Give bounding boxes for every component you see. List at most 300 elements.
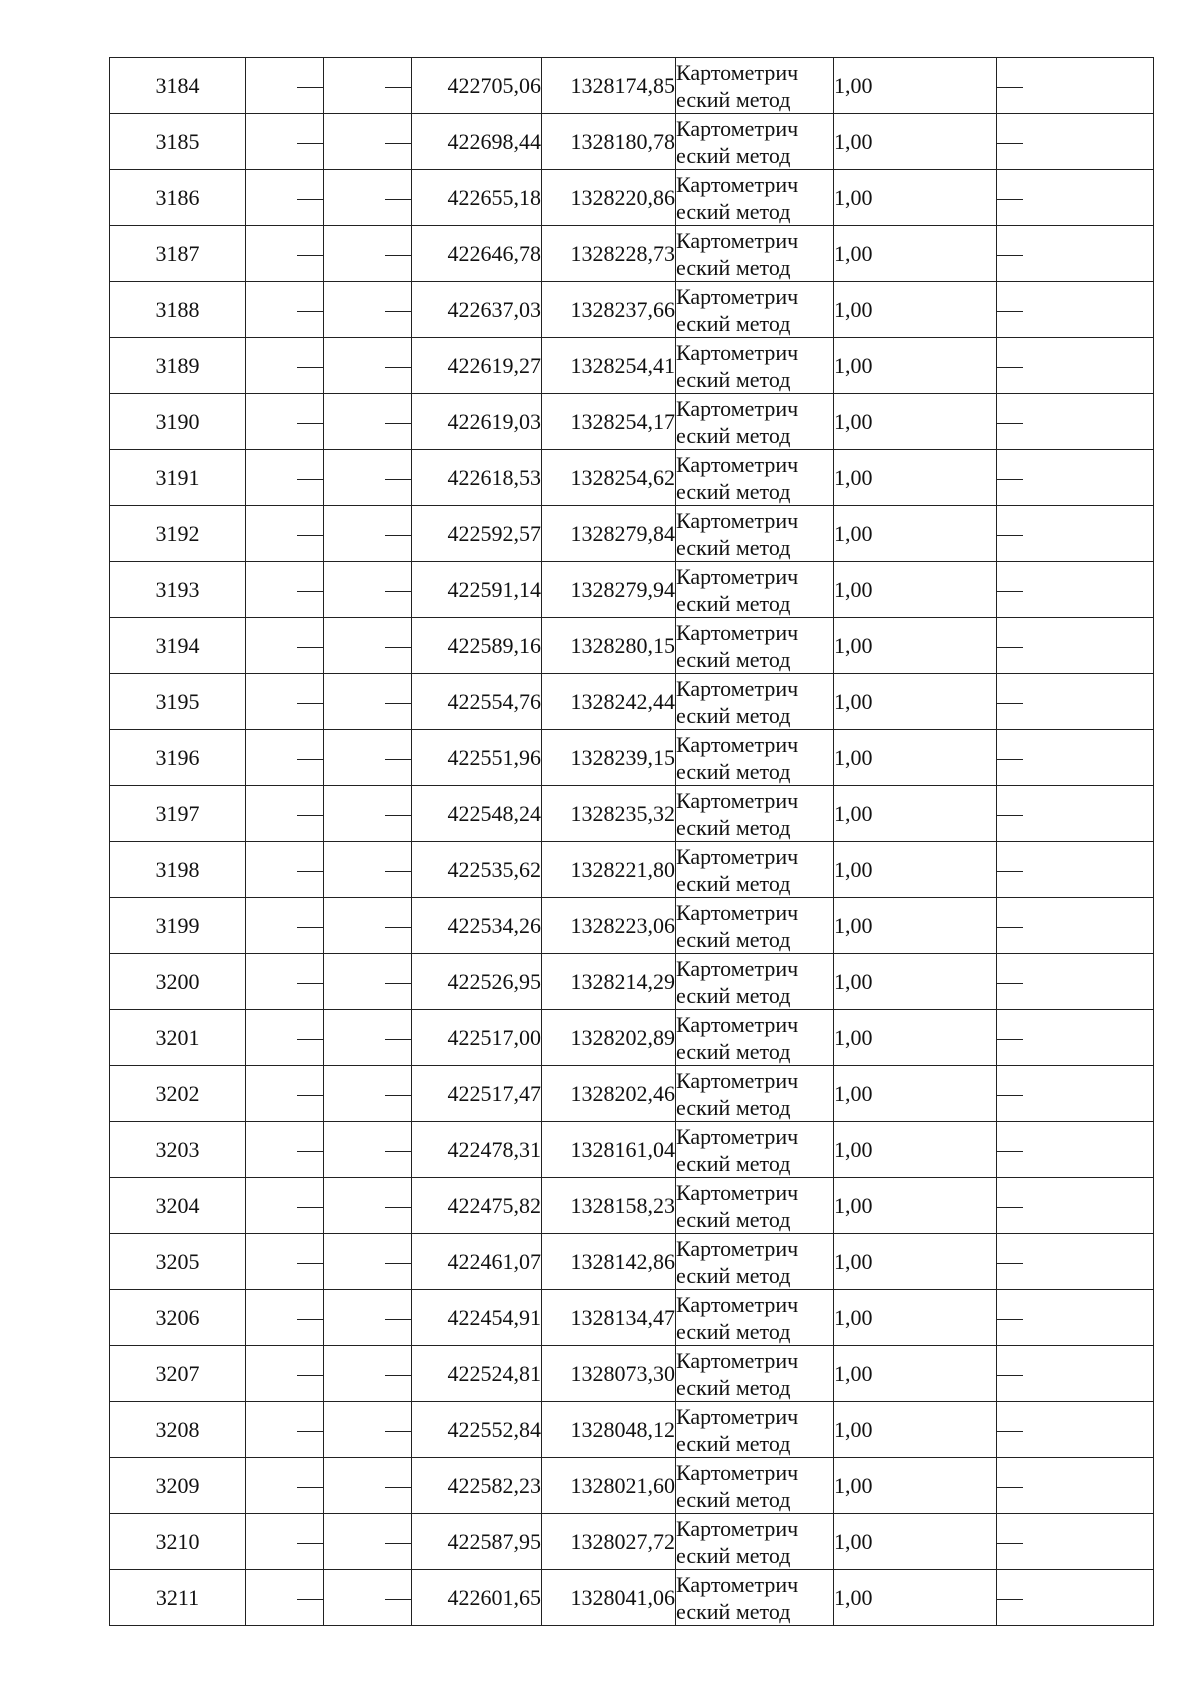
dash-mark — [385, 311, 411, 312]
dash-mark — [997, 255, 1023, 256]
method-text-line1: Картометрич — [676, 1179, 799, 1205]
method-text-line1: Картометрич — [676, 59, 799, 85]
dash-mark — [297, 591, 323, 592]
y-coordinate-cell: 1328280,15 — [542, 618, 676, 674]
accuracy-cell: 1,00 — [834, 730, 997, 786]
x-coordinate-cell: 422461,07 — [412, 1234, 542, 1290]
dash-mark — [997, 759, 1023, 760]
method-text-line1: Картометрич — [676, 563, 799, 589]
old-x-cell — [246, 842, 324, 898]
dash-mark — [997, 1431, 1023, 1432]
point-number-cell: 3207 — [110, 1346, 246, 1402]
point-number-cell: 3202 — [110, 1066, 246, 1122]
dash-mark — [997, 1095, 1023, 1096]
description-cell — [997, 842, 1154, 898]
table-row — [110, 506, 1154, 562]
dash-mark — [997, 311, 1023, 312]
y-coordinate-cell: 1328279,84 — [542, 506, 676, 562]
point-number-cell: 3194 — [110, 618, 246, 674]
method-cell — [676, 1010, 834, 1066]
description-cell — [997, 1290, 1154, 1346]
y-coordinate-cell: 1328223,06 — [542, 898, 676, 954]
method-text-line1: Картометрич — [676, 171, 799, 197]
description-cell — [997, 1066, 1154, 1122]
point-number-cell: 3197 — [110, 786, 246, 842]
dash-mark — [997, 591, 1023, 592]
x-coordinate-cell: 422619,27 — [412, 338, 542, 394]
old-x-cell — [246, 226, 324, 282]
point-number-cell: 3191 — [110, 450, 246, 506]
method-cell — [676, 58, 834, 114]
description-cell — [997, 618, 1154, 674]
method-text-line2: еский метод — [676, 86, 791, 112]
table-row — [110, 1122, 1154, 1178]
dash-mark — [297, 871, 323, 872]
method-text-line2: еский метод — [676, 1206, 791, 1232]
method-cell — [676, 1570, 834, 1626]
table-row — [110, 1458, 1154, 1514]
method-cell — [676, 394, 834, 450]
y-coordinate-cell: 1328237,66 — [542, 282, 676, 338]
old-y-cell — [324, 1010, 412, 1066]
method-text-line1: Картометрич — [676, 227, 799, 253]
method-text-line2: еский метод — [676, 366, 791, 392]
dash-mark — [297, 255, 323, 256]
old-y-cell — [324, 394, 412, 450]
method-cell — [676, 114, 834, 170]
point-number-cell: 3192 — [110, 506, 246, 562]
y-coordinate-cell: 1328041,06 — [542, 1570, 676, 1626]
dash-mark — [297, 1263, 323, 1264]
old-y-cell — [324, 618, 412, 674]
description-cell — [997, 786, 1154, 842]
table-row — [110, 114, 1154, 170]
method-text-line1: Картометрич — [676, 1459, 799, 1485]
old-y-cell — [324, 282, 412, 338]
y-coordinate-cell: 1328073,30 — [542, 1346, 676, 1402]
point-number-cell: 3205 — [110, 1234, 246, 1290]
point-number-cell: 3188 — [110, 282, 246, 338]
old-y-cell — [324, 226, 412, 282]
dash-mark — [385, 255, 411, 256]
old-y-cell — [324, 1290, 412, 1346]
x-coordinate-cell: 422637,03 — [412, 282, 542, 338]
y-coordinate-cell: 1328180,78 — [542, 114, 676, 170]
old-y-cell — [324, 170, 412, 226]
x-coordinate-cell: 422551,96 — [412, 730, 542, 786]
method-cell — [676, 226, 834, 282]
accuracy-cell: 1,00 — [834, 618, 997, 674]
method-text-line2: еский метод — [676, 1430, 791, 1456]
method-text-line2: еский метод — [676, 1094, 791, 1120]
x-coordinate-cell: 422655,18 — [412, 170, 542, 226]
method-cell — [676, 1178, 834, 1234]
accuracy-cell: 1,00 — [834, 562, 997, 618]
dash-mark — [997, 927, 1023, 928]
method-text-line2: еский метод — [676, 1150, 791, 1176]
method-text-line1: Картометрич — [676, 731, 799, 757]
dash-mark — [297, 87, 323, 88]
dash-mark — [297, 367, 323, 368]
old-x-cell — [246, 450, 324, 506]
method-cell — [676, 1514, 834, 1570]
table-body — [110, 58, 1154, 1626]
old-x-cell — [246, 898, 324, 954]
dash-mark — [385, 759, 411, 760]
method-cell — [676, 1346, 834, 1402]
method-cell — [676, 450, 834, 506]
x-coordinate-cell: 422646,78 — [412, 226, 542, 282]
method-text-line2: еский метод — [676, 478, 791, 504]
dash-mark — [997, 1263, 1023, 1264]
method-text-line1: Картометрич — [676, 1347, 799, 1373]
x-coordinate-cell: 422475,82 — [412, 1178, 542, 1234]
dash-mark — [385, 1319, 411, 1320]
accuracy-cell: 1,00 — [834, 1458, 997, 1514]
old-x-cell — [246, 394, 324, 450]
method-text-line1: Картометрич — [676, 675, 799, 701]
dash-mark — [997, 871, 1023, 872]
dash-mark — [385, 1207, 411, 1208]
method-cell — [676, 786, 834, 842]
method-text-line2: еский метод — [676, 534, 791, 560]
dash-mark — [385, 1263, 411, 1264]
old-x-cell — [246, 58, 324, 114]
table-row — [110, 618, 1154, 674]
method-text-line2: еский метод — [676, 646, 791, 672]
y-coordinate-cell: 1328228,73 — [542, 226, 676, 282]
dash-mark — [297, 1375, 323, 1376]
method-text-line1: Картометрич — [676, 1403, 799, 1429]
old-x-cell — [246, 1066, 324, 1122]
method-text-line1: Картометрич — [676, 1515, 799, 1541]
table-row — [110, 954, 1154, 1010]
method-cell — [676, 1402, 834, 1458]
method-text-line1: Картометрич — [676, 619, 799, 645]
description-cell — [997, 674, 1154, 730]
accuracy-cell: 1,00 — [834, 1010, 997, 1066]
old-x-cell — [246, 1514, 324, 1570]
method-text-line2: еский метод — [676, 1038, 791, 1064]
y-coordinate-cell: 1328161,04 — [542, 1122, 676, 1178]
point-number-cell: 3211 — [110, 1570, 246, 1626]
method-text-line1: Картометрич — [676, 451, 799, 477]
method-text-line2: еский метод — [676, 702, 791, 728]
x-coordinate-cell: 422526,95 — [412, 954, 542, 1010]
old-y-cell — [324, 1514, 412, 1570]
table-row — [110, 562, 1154, 618]
accuracy-cell: 1,00 — [834, 338, 997, 394]
accuracy-cell: 1,00 — [834, 114, 997, 170]
table-row — [110, 1402, 1154, 1458]
method-cell — [676, 1290, 834, 1346]
dash-mark — [997, 479, 1023, 480]
accuracy-cell: 1,00 — [834, 1402, 997, 1458]
dash-mark — [297, 1319, 323, 1320]
x-coordinate-cell: 422548,24 — [412, 786, 542, 842]
method-text-line1: Картометрич — [676, 1067, 799, 1093]
dash-mark — [385, 871, 411, 872]
x-coordinate-cell: 422601,65 — [412, 1570, 542, 1626]
method-text-line1: Картометрич — [676, 899, 799, 925]
dash-mark — [385, 703, 411, 704]
method-text-line1: Картометрич — [676, 787, 799, 813]
old-x-cell — [246, 1290, 324, 1346]
y-coordinate-cell: 1328048,12 — [542, 1402, 676, 1458]
method-text-line1: Картометрич — [676, 115, 799, 141]
dash-mark — [385, 647, 411, 648]
method-text-line1: Картометрич — [676, 843, 799, 869]
dash-mark — [385, 983, 411, 984]
accuracy-cell: 1,00 — [834, 450, 997, 506]
accuracy-cell: 1,00 — [834, 674, 997, 730]
y-coordinate-cell: 1328021,60 — [542, 1458, 676, 1514]
accuracy-cell: 1,00 — [834, 170, 997, 226]
dash-mark — [385, 199, 411, 200]
description-cell — [997, 506, 1154, 562]
x-coordinate-cell: 422554,76 — [412, 674, 542, 730]
y-coordinate-cell: 1328242,44 — [542, 674, 676, 730]
method-text-line1: Картометрич — [676, 1571, 799, 1597]
old-x-cell — [246, 730, 324, 786]
old-y-cell — [324, 842, 412, 898]
point-number-cell: 3204 — [110, 1178, 246, 1234]
point-number-cell: 3200 — [110, 954, 246, 1010]
dash-mark — [297, 927, 323, 928]
description-cell — [997, 730, 1154, 786]
old-y-cell — [324, 1122, 412, 1178]
point-number-cell: 3193 — [110, 562, 246, 618]
old-x-cell — [246, 338, 324, 394]
description-cell — [997, 1402, 1154, 1458]
method-text-line2: еский метод — [676, 198, 791, 224]
accuracy-cell: 1,00 — [834, 282, 997, 338]
method-cell — [676, 842, 834, 898]
method-text-line2: еский метод — [676, 1374, 791, 1400]
dash-mark — [297, 143, 323, 144]
description-cell — [997, 1234, 1154, 1290]
accuracy-cell: 1,00 — [834, 1346, 997, 1402]
dash-mark — [297, 759, 323, 760]
table-row — [110, 226, 1154, 282]
description-cell — [997, 1514, 1154, 1570]
table-row — [110, 394, 1154, 450]
old-y-cell — [324, 450, 412, 506]
accuracy-cell: 1,00 — [834, 954, 997, 1010]
table-row — [110, 338, 1154, 394]
dash-mark — [385, 423, 411, 424]
dash-mark — [297, 1207, 323, 1208]
point-number-cell: 3189 — [110, 338, 246, 394]
old-y-cell — [324, 1346, 412, 1402]
method-cell — [676, 730, 834, 786]
method-text-line2: еский метод — [676, 1486, 791, 1512]
method-text-line2: еский метод — [676, 254, 791, 280]
point-number-cell: 3206 — [110, 1290, 246, 1346]
x-coordinate-cell: 422698,44 — [412, 114, 542, 170]
accuracy-cell: 1,00 — [834, 786, 997, 842]
method-cell — [676, 506, 834, 562]
accuracy-cell: 1,00 — [834, 1178, 997, 1234]
old-x-cell — [246, 506, 324, 562]
accuracy-cell: 1,00 — [834, 1514, 997, 1570]
dash-mark — [297, 1431, 323, 1432]
accuracy-cell: 1,00 — [834, 1066, 997, 1122]
accuracy-cell: 1,00 — [834, 1290, 997, 1346]
dash-mark — [997, 1487, 1023, 1488]
dash-mark — [385, 1543, 411, 1544]
old-y-cell — [324, 562, 412, 618]
y-coordinate-cell: 1328134,47 — [542, 1290, 676, 1346]
x-coordinate-cell: 422592,57 — [412, 506, 542, 562]
old-y-cell — [324, 1178, 412, 1234]
dash-mark — [385, 1039, 411, 1040]
method-text-line2: еский метод — [676, 1262, 791, 1288]
dash-mark — [385, 927, 411, 928]
point-number-cell: 3198 — [110, 842, 246, 898]
old-x-cell — [246, 1010, 324, 1066]
point-number-cell: 3201 — [110, 1010, 246, 1066]
point-number-cell: 3185 — [110, 114, 246, 170]
dash-mark — [385, 143, 411, 144]
old-y-cell — [324, 786, 412, 842]
y-coordinate-cell: 1328221,80 — [542, 842, 676, 898]
x-coordinate-cell: 422589,16 — [412, 618, 542, 674]
table-row — [110, 842, 1154, 898]
dash-mark — [997, 367, 1023, 368]
dash-mark — [297, 199, 323, 200]
description-cell — [997, 1010, 1154, 1066]
dash-mark — [385, 1375, 411, 1376]
point-number-cell: 3199 — [110, 898, 246, 954]
method-cell — [676, 674, 834, 730]
old-x-cell — [246, 786, 324, 842]
old-x-cell — [246, 954, 324, 1010]
dash-mark — [997, 815, 1023, 816]
table-row — [110, 170, 1154, 226]
description-cell — [997, 338, 1154, 394]
old-y-cell — [324, 674, 412, 730]
dash-mark — [297, 479, 323, 480]
method-text-line2: еский метод — [676, 590, 791, 616]
x-coordinate-cell: 422587,95 — [412, 1514, 542, 1570]
point-number-cell: 3203 — [110, 1122, 246, 1178]
table-row — [110, 58, 1154, 114]
description-cell — [997, 898, 1154, 954]
method-cell — [676, 338, 834, 394]
x-coordinate-cell: 422517,00 — [412, 1010, 542, 1066]
old-y-cell — [324, 506, 412, 562]
method-cell — [676, 282, 834, 338]
old-x-cell — [246, 1458, 324, 1514]
description-cell — [997, 226, 1154, 282]
dash-mark — [297, 703, 323, 704]
point-number-cell: 3210 — [110, 1514, 246, 1570]
y-coordinate-cell: 1328214,29 — [542, 954, 676, 1010]
description-cell — [997, 450, 1154, 506]
x-coordinate-cell: 422534,26 — [412, 898, 542, 954]
old-x-cell — [246, 562, 324, 618]
accuracy-cell: 1,00 — [834, 1570, 997, 1626]
description-cell — [997, 170, 1154, 226]
method-text-line2: еский метод — [676, 1318, 791, 1344]
description-cell — [997, 1570, 1154, 1626]
dash-mark — [997, 1039, 1023, 1040]
method-cell — [676, 1066, 834, 1122]
x-coordinate-cell: 422535,62 — [412, 842, 542, 898]
old-y-cell — [324, 1402, 412, 1458]
description-cell — [997, 114, 1154, 170]
dash-mark — [385, 591, 411, 592]
method-text-line2: еский метод — [676, 870, 791, 896]
table-row — [110, 1178, 1154, 1234]
dash-mark — [997, 87, 1023, 88]
point-number-cell: 3209 — [110, 1458, 246, 1514]
method-cell — [676, 170, 834, 226]
dash-mark — [385, 1095, 411, 1096]
old-y-cell — [324, 1234, 412, 1290]
table-row — [110, 1010, 1154, 1066]
accuracy-cell: 1,00 — [834, 898, 997, 954]
table-row — [110, 898, 1154, 954]
method-text-line2: еский метод — [676, 982, 791, 1008]
description-cell — [997, 562, 1154, 618]
dash-mark — [997, 1599, 1023, 1600]
method-text-line2: еский метод — [676, 1598, 791, 1624]
dash-mark — [997, 143, 1023, 144]
description-cell — [997, 1458, 1154, 1514]
dash-mark — [997, 1319, 1023, 1320]
dash-mark — [385, 1431, 411, 1432]
point-number-cell: 3196 — [110, 730, 246, 786]
table-row — [110, 674, 1154, 730]
old-y-cell — [324, 730, 412, 786]
method-text-line2: еский метод — [676, 1542, 791, 1568]
dash-mark — [385, 815, 411, 816]
old-x-cell — [246, 1402, 324, 1458]
dash-mark — [297, 311, 323, 312]
method-cell — [676, 1122, 834, 1178]
dash-mark — [385, 479, 411, 480]
description-cell — [997, 282, 1154, 338]
y-coordinate-cell: 1328202,89 — [542, 1010, 676, 1066]
dash-mark — [385, 535, 411, 536]
table-row — [110, 282, 1154, 338]
x-coordinate-cell: 422591,14 — [412, 562, 542, 618]
old-x-cell — [246, 1234, 324, 1290]
method-cell — [676, 618, 834, 674]
accuracy-cell: 1,00 — [834, 842, 997, 898]
dash-mark — [997, 423, 1023, 424]
x-coordinate-cell: 422705,06 — [412, 58, 542, 114]
y-coordinate-cell: 1328220,86 — [542, 170, 676, 226]
x-coordinate-cell: 422478,31 — [412, 1122, 542, 1178]
method-text-line1: Картометрич — [676, 507, 799, 533]
dash-mark — [385, 1151, 411, 1152]
dash-mark — [385, 87, 411, 88]
y-coordinate-cell: 1328254,17 — [542, 394, 676, 450]
x-coordinate-cell: 422552,84 — [412, 1402, 542, 1458]
y-coordinate-cell: 1328158,23 — [542, 1178, 676, 1234]
old-y-cell — [324, 1066, 412, 1122]
x-coordinate-cell: 422619,03 — [412, 394, 542, 450]
old-y-cell — [324, 1458, 412, 1514]
description-cell — [997, 1346, 1154, 1402]
dash-mark — [997, 647, 1023, 648]
old-y-cell — [324, 58, 412, 114]
dash-mark — [297, 1151, 323, 1152]
method-text-line1: Картометрич — [676, 1011, 799, 1037]
